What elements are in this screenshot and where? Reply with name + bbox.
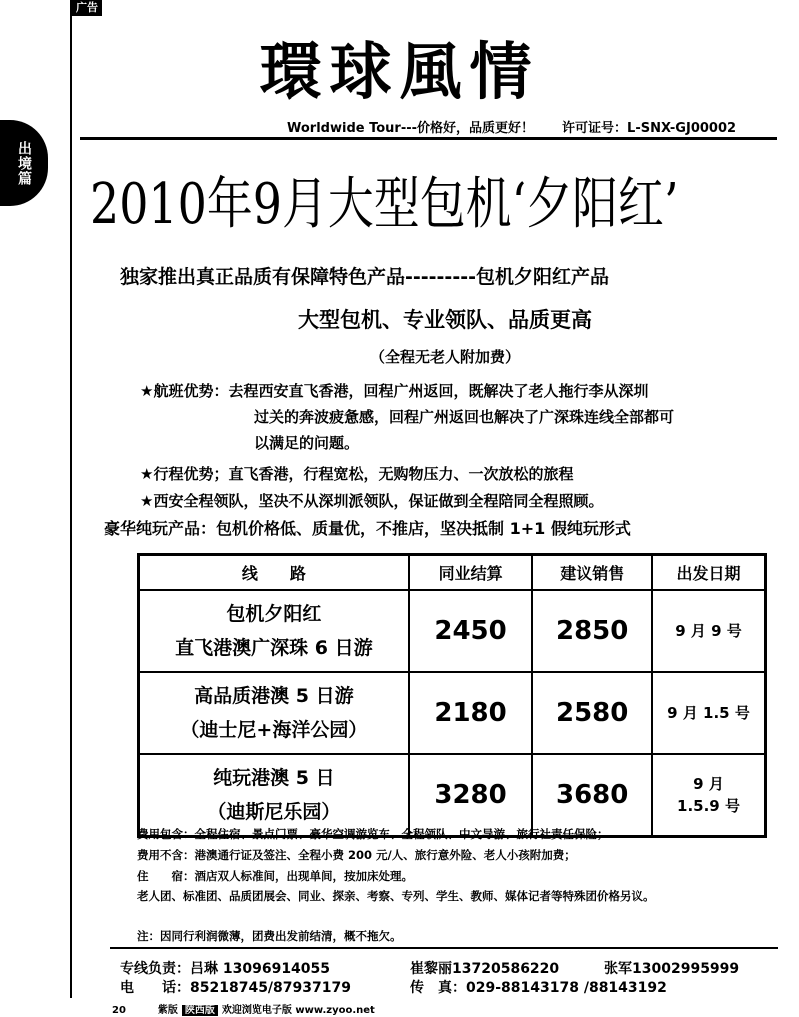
subtitle-no-fee: （全程无老人附加费） [369, 348, 520, 366]
route-cell: 纯玩港澳 5 日 （迪斯尼乐园） [139, 754, 409, 837]
left-border-line [70, 0, 72, 998]
advantage-flight-end: 以满足的问题。 [254, 434, 360, 452]
edition-badge: 陕西版 [182, 1005, 218, 1016]
advantage-guide: ★西安全程领队，坚决不从深圳派领队，保证做到全程陪同全程照顾。 [140, 492, 604, 510]
license-number: 许可证号：L-SNX-GJ00002 [562, 121, 737, 136]
header-retail-price: 建议销售 [532, 555, 652, 591]
table-row [139, 754, 766, 837]
subtitle-quality: 大型包机、专业领队、品质更高 [298, 308, 592, 332]
section-label: 紫版 [157, 1005, 178, 1016]
subtitle-exclusive: 独家推出真正品质有保障特色产品---------包机夕阳红产品 [120, 266, 609, 288]
trade-price-cell: 3280 [409, 754, 533, 837]
route-cell: 高品质港澳 5 日游 （迪士尼+海洋公园） [139, 672, 409, 754]
date-cell: 9 月 1.5.9 号 [652, 754, 765, 837]
date-cell: 9 月 1.5 号 [652, 672, 765, 754]
table-header-row [139, 555, 766, 591]
footer-text: 欢迎浏览电子版 www.zyoo.net [221, 1005, 375, 1016]
contact-manager: 专线负责：吕琳 13096914055 [120, 961, 331, 977]
note-remark: 注：因同行利润微薄，团费出发前结清，概不拖欠。 [137, 929, 402, 943]
contact-third: 张军13002995999 [604, 961, 740, 977]
section-tab: 出境篇 [0, 120, 48, 206]
note-lodging: 住 宿：酒店双人标准间，出现单间，按加床处理。 [137, 869, 413, 883]
ad-tag: 广告 [72, 0, 102, 16]
note-groups: 老人团、标准团、品质团展会、同业、探亲、考察、专列、学生、教师、媒体记者等特殊团价格另议。 [137, 889, 655, 903]
advantage-itinerary: ★行程优势；直飞香港，行程宽松，无购物压力、一次放松的旅程 [140, 465, 574, 483]
note-excluded: 费用不含：港澳通行证及签注、全程小费 200 元/人、旅行意外险、老人小孩附加费； [137, 848, 576, 862]
header-route: 线 路 [139, 555, 409, 591]
contact-fax: 传 真：029-88143178 /88143192 [410, 980, 667, 996]
slogan-line [287, 117, 736, 136]
luxury-product-line: 豪华纯玩产品：包机价格低、质量优，不推店，坚决抵制 1+1 假纯玩形式 [104, 519, 631, 538]
page-footer [112, 1001, 375, 1016]
contact-second: 崔黎丽13720586220 [410, 961, 560, 977]
table-row [139, 590, 766, 672]
header-departure-date: 出发日期 [652, 555, 765, 591]
note-included: 费用包含：全程住宿、景点门票、豪华空调游览车、全程领队、中文导游、旅行社责任保险； [137, 827, 609, 841]
retail-price-cell: 2850 [532, 590, 652, 672]
contact-phone: 电 话：85218745/87937179 [120, 980, 351, 996]
retail-price-cell: 3680 [532, 754, 652, 837]
header-trade-price: 同业结算 [409, 555, 533, 591]
retail-price-cell: 2580 [532, 672, 652, 754]
headline: 2010年9月大型包机‘夕阳红’ [90, 172, 679, 237]
price-table [137, 553, 767, 838]
route-cell: 包机夕阳红 直飞港澳广深珠 6 日游 [139, 590, 409, 672]
table-row [139, 672, 766, 754]
page-number: 20 [112, 1005, 126, 1016]
bottom-divider [110, 947, 778, 949]
top-divider [80, 137, 777, 140]
slogan-text: Worldwide Tour---价格好，品质更好！ [287, 121, 535, 136]
advantage-flight: ★航班优势：去程西安直飞香港，回程广州返回，既解决了老人拖行李从深圳 [140, 382, 649, 400]
trade-price-cell: 2180 [409, 672, 533, 754]
advantage-flight-cont: 过关的奔波疲惫感，回程广州返回也解决了广深珠连线全部都可 [254, 408, 675, 426]
trade-price-cell: 2450 [409, 590, 533, 672]
date-cell: 9 月 9 号 [652, 590, 765, 672]
brand-title: 環球風情 [259, 35, 540, 108]
